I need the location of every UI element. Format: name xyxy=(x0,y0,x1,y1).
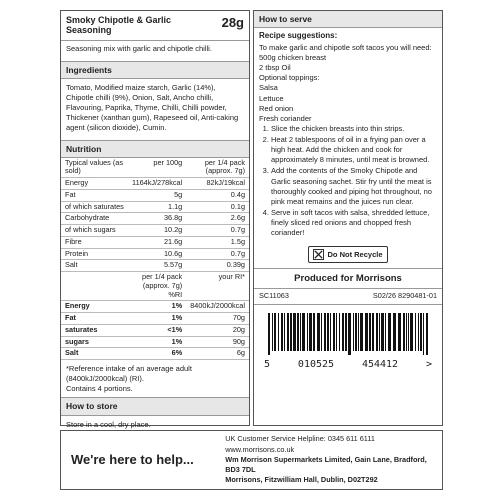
barcode-bar xyxy=(290,313,292,351)
right-column xyxy=(253,10,443,426)
barcode-digit-group: 454412 xyxy=(361,358,399,370)
barcode-bar xyxy=(423,313,424,355)
barcode-bar xyxy=(297,313,299,351)
serve-heading: How to serve xyxy=(254,11,442,28)
barcode-bar xyxy=(333,313,335,351)
table-row xyxy=(61,301,249,313)
ri-cell: 6% xyxy=(128,348,186,360)
barcode-bar xyxy=(415,313,416,351)
nutrition-notes xyxy=(61,360,249,397)
nutrition-cell: 10.6g xyxy=(128,248,186,260)
barcode-bar xyxy=(381,313,384,351)
nutrition-table xyxy=(61,158,249,361)
barcode-bar xyxy=(284,313,285,351)
ri-footnote: *Reference intake of an average adult (8400kJ/2000kcal) (RI). xyxy=(66,364,192,383)
recipe-step: 3. Add the contents of the Smoky Chipotle and Garlic seasoning sachet. Stir fry until the meat is thoroughly cooked and piping hot throughout, no pink meat remains and the juices run clear. xyxy=(271,166,437,207)
nutrition-header-cell: Typical values (as sold) xyxy=(61,158,128,178)
barcode-bar xyxy=(426,313,428,355)
recipe-intro: To make garlic and chipotle soft tacos you will need: xyxy=(259,42,432,52)
table-row xyxy=(61,213,249,225)
nutrition-cell: 0.4g xyxy=(186,189,249,201)
produced-for: Produced for Morrisons xyxy=(254,268,442,288)
ri-cell: sugars xyxy=(61,336,128,348)
barcode-bar xyxy=(393,313,396,351)
nutrition-cell: Carbohydrate xyxy=(61,213,128,225)
list-item: Fresh coriander xyxy=(259,113,312,123)
barcode-bar xyxy=(376,313,378,351)
barcode-bar xyxy=(403,313,405,351)
ri-cell: Fat xyxy=(61,313,128,325)
ingredients-text: Tomato, Modified maize starch, Garlic (14%), Chipotle chilli (9%), Onion, Salt, Ancho chilli, Flavouring, Paprika, Thyme, Chilli, Chilli powder, Thickener (xanthan gum), Rapeseed oil, Anti-caking agent (silicon dioxide), Cumin. xyxy=(66,82,239,133)
barcode-digit-group: > xyxy=(425,358,432,370)
recipe-step: 4. Serve in soft tacos with salsa, shredded lettuce, finely sliced red onions and chopped fresh coriander! xyxy=(271,208,437,238)
barcode-bar xyxy=(372,313,374,351)
barcode-bar xyxy=(342,313,344,351)
table-row xyxy=(61,178,249,190)
recycle-label: Do Not Recycle xyxy=(327,250,383,260)
recipe-section xyxy=(254,28,442,242)
nutrition-rows xyxy=(61,178,249,272)
ri-rows xyxy=(61,301,249,360)
ri-cell: 70g xyxy=(186,313,249,325)
code-left: SC11063 xyxy=(259,290,289,300)
table-row xyxy=(61,225,249,237)
barcode-bar xyxy=(355,313,357,351)
ri-cell: Salt xyxy=(61,348,128,360)
ri-cell: 6g xyxy=(186,348,249,360)
product-name: Smoky Chipotle & Garlic Seasoning xyxy=(66,15,172,36)
barcode-bar xyxy=(268,313,270,355)
nutrition-cell: Energy xyxy=(61,178,128,190)
barcode-bar xyxy=(330,313,331,351)
barcode-bar xyxy=(274,313,276,351)
ri-cell: 1% xyxy=(128,313,186,325)
ri-header-cell: per 1/4 pack (approx. 7g) %RI xyxy=(128,272,186,301)
recipe-step: 1. Slice the chicken breasts into thin strips. xyxy=(271,124,437,134)
storage-text: Store in a cool, dry place. xyxy=(66,419,151,429)
barcode-bar xyxy=(293,313,296,351)
barcode-bar xyxy=(365,313,368,351)
barcode-bar xyxy=(410,313,413,351)
storage-heading: How to store xyxy=(61,397,249,415)
recycle-area xyxy=(254,246,442,263)
barcode-bar xyxy=(360,313,363,351)
barcode-bar xyxy=(309,313,312,351)
nutrition-cell: 1.1g xyxy=(128,201,186,213)
address-uk: Wm Morrison Supermarkets Limited, Gain Lane, Bradford, BD3 7DL xyxy=(225,454,427,475)
barcode-digit-group: 5 xyxy=(264,358,271,370)
table-row xyxy=(61,348,249,360)
nutrition-header-cell: per 100g xyxy=(128,158,186,178)
nutrition-cell: 0.1g xyxy=(186,201,249,213)
barcode-bar xyxy=(272,313,273,351)
barcode-bar xyxy=(281,313,283,351)
product-title-row xyxy=(61,11,249,41)
barcode-bar xyxy=(348,313,351,355)
nutrition-cell: 1164kJ/278kcal xyxy=(128,178,186,190)
barcode-bar xyxy=(317,313,320,351)
ri-cell: saturates xyxy=(61,324,128,336)
footer xyxy=(60,430,443,490)
table-row xyxy=(61,248,249,260)
recycle-badge xyxy=(308,246,387,263)
help-heading: We're here to help... xyxy=(71,452,194,468)
barcode-bar xyxy=(327,313,329,351)
nutrition-cell: 5g xyxy=(128,189,186,201)
nutrition-cell: Protein xyxy=(61,248,128,260)
barcode-bar xyxy=(353,313,354,351)
table-row xyxy=(61,313,249,325)
contact-info xyxy=(219,434,442,485)
address-ie: Morrisons, Fitzwilliam Hall, Dublin, D02T292 xyxy=(225,475,378,485)
nutrition-cell: of which saturates xyxy=(61,201,128,213)
barcode-bar xyxy=(345,313,347,351)
recipe-ingredients xyxy=(259,53,437,124)
ri-cell: 1% xyxy=(128,336,186,348)
recipe-step: 2. Heat 2 tablespoons of oil in a frying pan over a high heat. Add the chicken and cook for approximately 8 minutes, until meat is browned. xyxy=(271,135,437,165)
nutrition-cell: 2.6g xyxy=(186,213,249,225)
ingredients-heading: Ingredients xyxy=(61,61,249,79)
table-row xyxy=(61,336,249,348)
nutrition-cell: 1.5g xyxy=(186,236,249,248)
barcode-bar xyxy=(406,313,407,351)
barcode-bar xyxy=(278,313,279,351)
nutrition-cell: 5.57g xyxy=(128,260,186,272)
table-row xyxy=(61,324,249,336)
nutrition-cell: of which sugars xyxy=(61,225,128,237)
product-weight: 28g xyxy=(221,15,244,30)
list-item: Salsa xyxy=(259,83,278,93)
nutrition-cell: 0.39g xyxy=(186,260,249,272)
barcode-bar xyxy=(336,313,337,351)
nutrition-cell: Salt xyxy=(61,260,128,272)
barcode-bar xyxy=(339,313,340,351)
barcode-bar xyxy=(369,313,371,351)
barcode-digit-group: 010525 xyxy=(297,358,335,370)
product-description: Seasoning mix with garlic and chipotle chilli. xyxy=(66,43,212,53)
barcode-bar xyxy=(408,313,409,351)
nutrition-cell: 10.2g xyxy=(128,225,186,237)
barcode-bar xyxy=(300,313,301,351)
list-item: Red onion xyxy=(259,103,294,113)
nutrition-header-row xyxy=(61,158,249,178)
barcode-bar xyxy=(324,313,326,351)
nutrition-cell: 0.7g xyxy=(186,248,249,260)
barcode xyxy=(254,305,442,357)
code-right: S02/26 8290481-01 xyxy=(372,290,437,300)
ri-cell: Energy xyxy=(61,301,128,313)
list-item: 500g chicken breast xyxy=(259,53,327,63)
table-row xyxy=(61,189,249,201)
portions-text: Contains 4 portions. xyxy=(66,383,133,393)
list-item: Optional toppings: xyxy=(259,73,320,83)
barcode-digits xyxy=(254,357,442,371)
ri-header-cell: your RI* xyxy=(186,272,249,301)
barcode-bar xyxy=(388,313,391,351)
nutrition-header-cell: per 1/4 pack (approx. 7g) xyxy=(186,158,249,178)
nutrition-cell: Fibre xyxy=(61,236,128,248)
barcode-bar xyxy=(358,313,359,351)
ri-header-row xyxy=(61,272,249,301)
ri-cell: 8400kJ/2000kcal xyxy=(186,301,249,313)
table-row xyxy=(61,236,249,248)
left-column xyxy=(60,10,250,429)
nutrition-cell: 82kJ/19kcal xyxy=(186,178,249,190)
nutrition-cell: 0.7g xyxy=(186,225,249,237)
barcode-bar xyxy=(321,313,322,351)
no-recycle-icon xyxy=(313,249,324,260)
recipe-steps xyxy=(259,124,437,238)
barcode-bar xyxy=(385,313,386,351)
barcode-bar xyxy=(302,313,305,351)
recipe-label: Recipe suggestions: xyxy=(259,31,338,41)
table-row xyxy=(61,201,249,213)
product-codes xyxy=(254,289,442,305)
barcode-bar xyxy=(313,313,315,351)
table-row xyxy=(61,260,249,272)
ri-cell: <1% xyxy=(128,324,186,336)
ri-cell: 1% xyxy=(128,301,186,313)
nutrition-cell: 36.8g xyxy=(128,213,186,225)
list-item: 2 tbsp Oil xyxy=(259,63,291,73)
nutrition-cell: Fat xyxy=(61,189,128,201)
nutrition-cell: 21.6g xyxy=(128,236,186,248)
barcode-bar xyxy=(398,313,401,351)
barcode-bar xyxy=(379,313,380,351)
helpline-text: UK Customer Service Helpline: 0345 611 6111 www.morrisons.co.uk xyxy=(225,434,375,454)
barcode-bar xyxy=(287,313,289,351)
ri-cell: 90g xyxy=(186,336,249,348)
list-item: Lettuce xyxy=(259,93,284,103)
ri-header-blank xyxy=(61,272,128,301)
barcode-bar xyxy=(420,313,422,351)
barcode-bar xyxy=(418,313,419,351)
nutrition-heading: Nutrition xyxy=(61,140,249,158)
barcode-bar xyxy=(307,313,308,351)
barcode-bars xyxy=(264,313,432,355)
ri-cell: 20g xyxy=(186,324,249,336)
